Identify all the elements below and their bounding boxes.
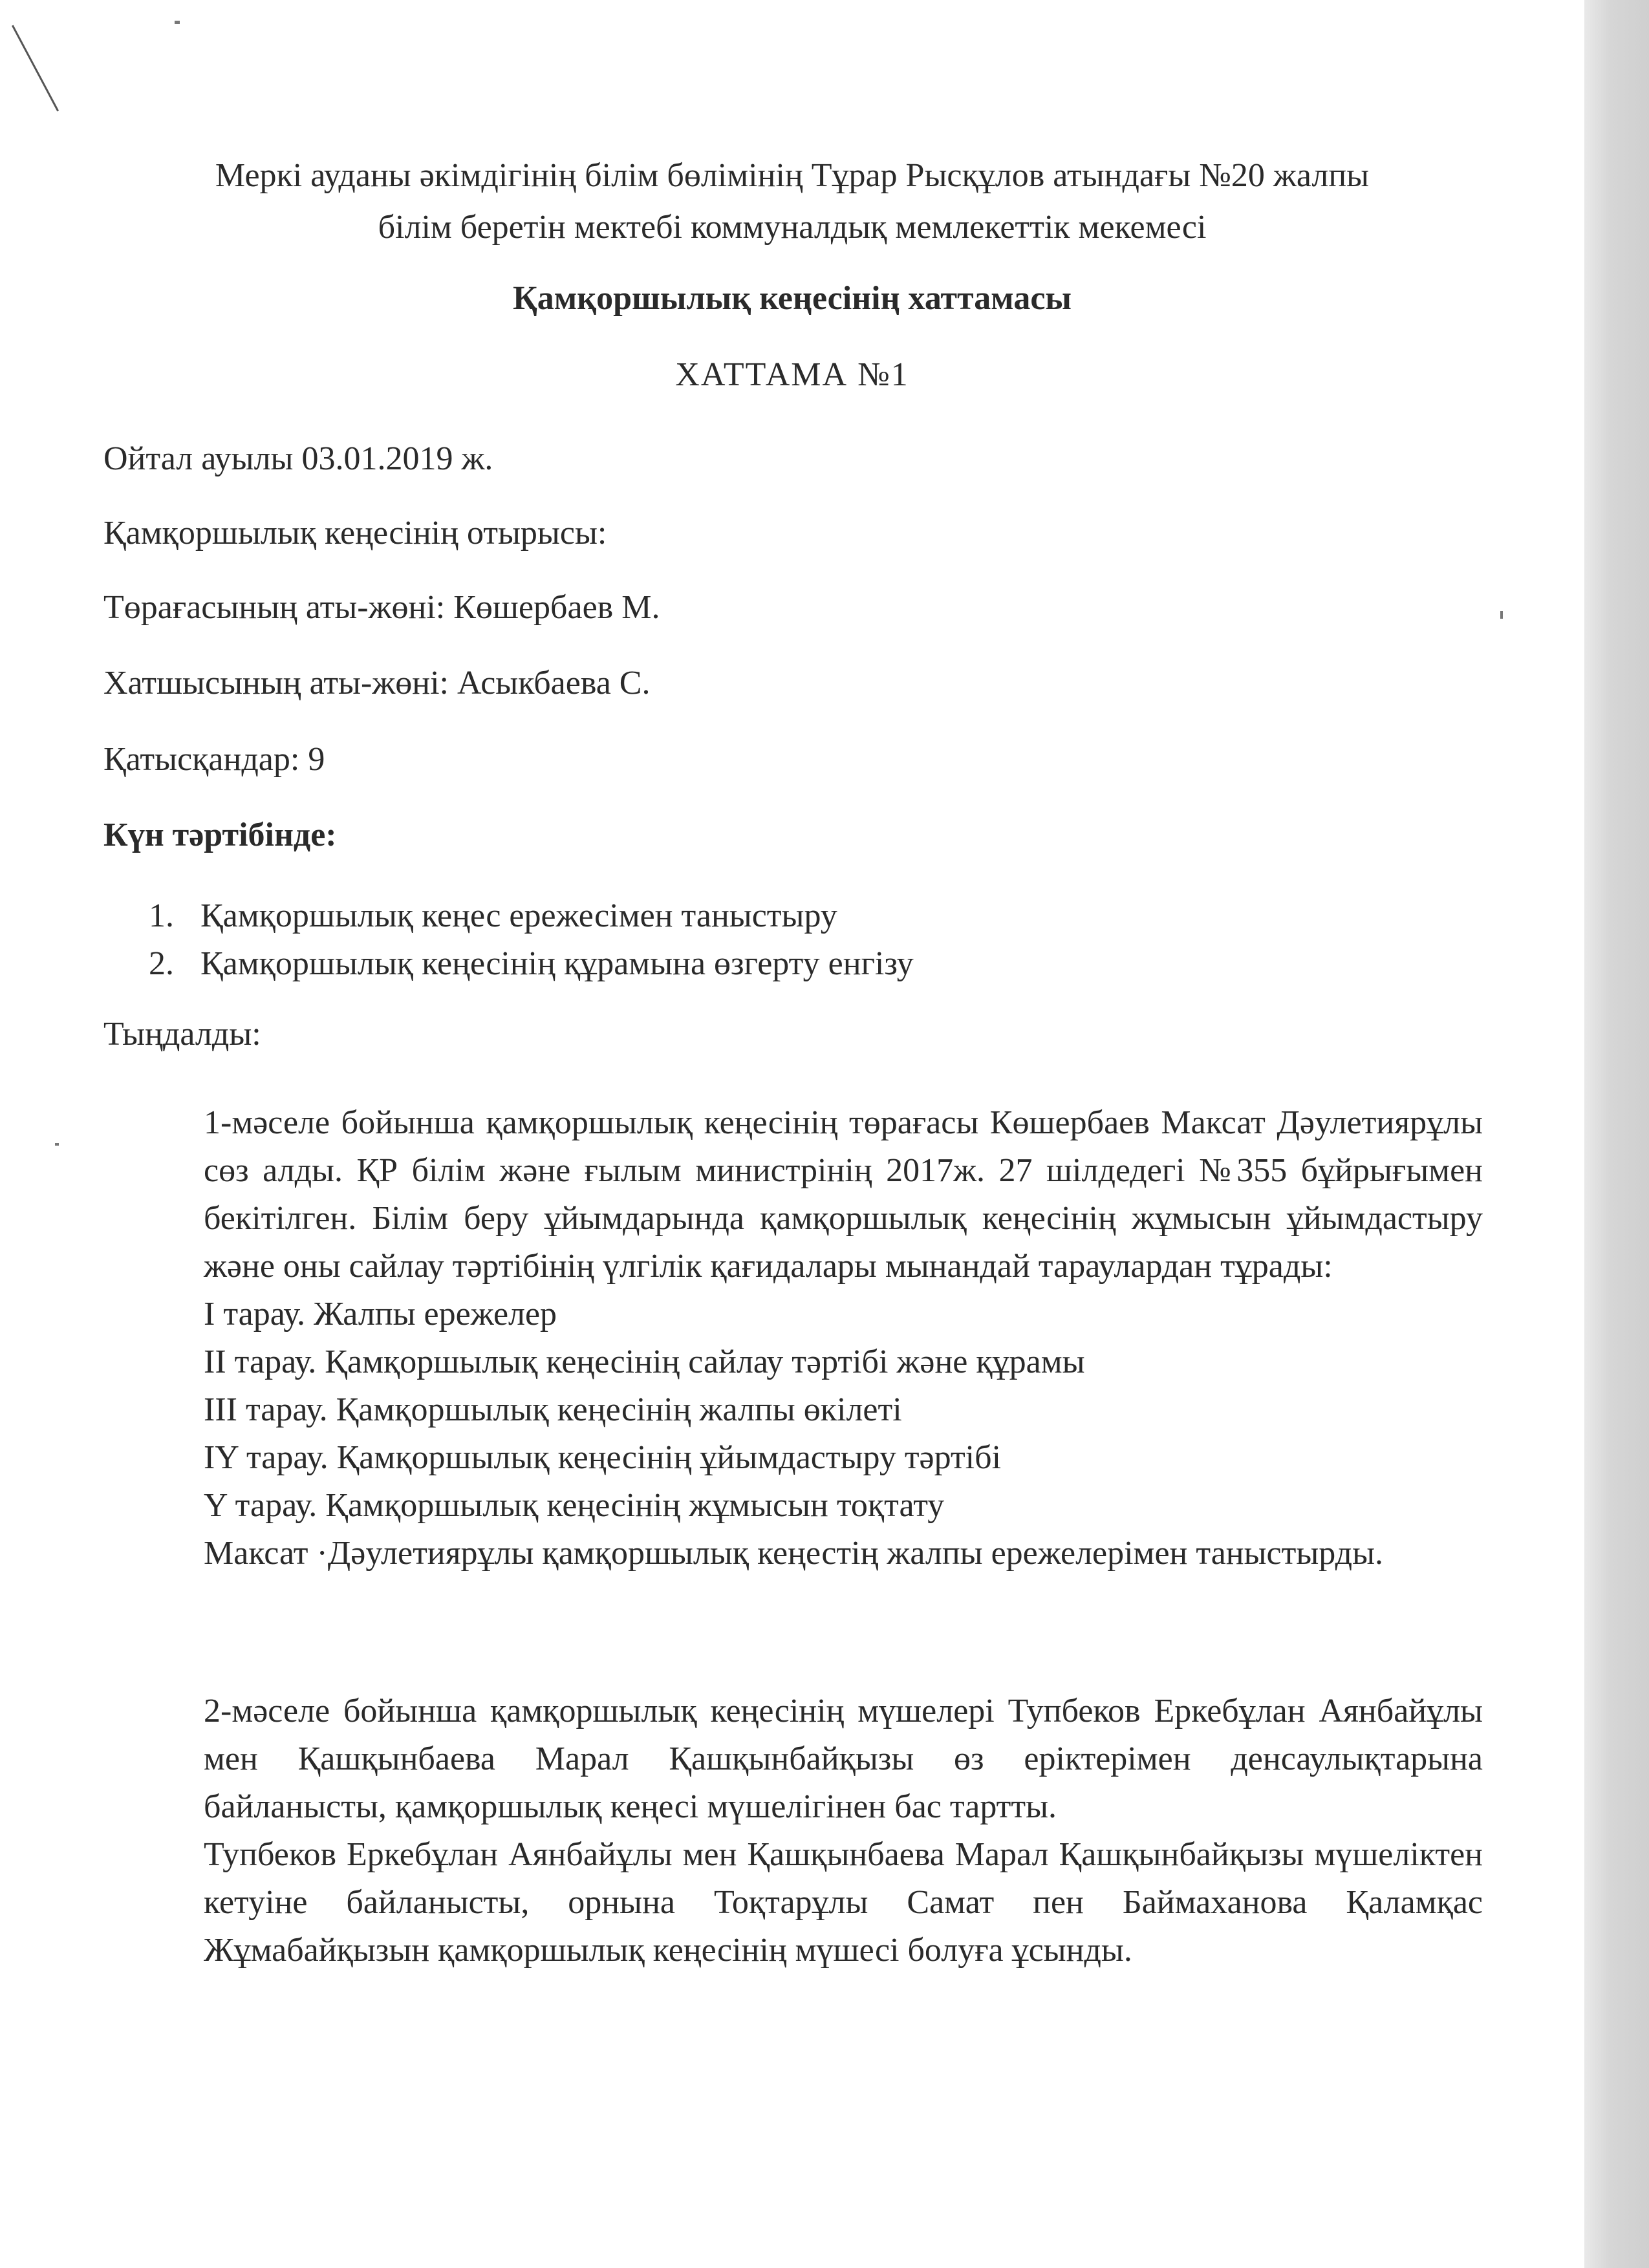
attendees-line: Қатысқандар: 9 bbox=[103, 741, 325, 778]
scan-edge-shadow bbox=[1584, 0, 1649, 2268]
scan-mark bbox=[12, 25, 59, 112]
scan-speck bbox=[55, 1143, 59, 1146]
agenda-list bbox=[149, 892, 914, 988]
agenda-heading: Күн тәртібінде: bbox=[103, 817, 337, 853]
document-title: Қамқоршылық кеңесінің хаттамасы bbox=[513, 280, 1072, 317]
scan-speck bbox=[1500, 611, 1503, 619]
issue-1-intro: 1-мәселе бойынша қамқоршылық кеңесінің төрағасы Көшербаев Максат Дәулетиярұлы сөз алды. ҚР білім және ғылым министрінің 2017ж. 27 шілдедегі №355 бұйрығымен бекітілген. Білім беру ұйымдарында қамқоршылық кеңесінің жұмысын ұйымдастыру және оны сайлау тәртібінің үлгілік қағидалары мынандай тараулардан тұрады: bbox=[204, 1104, 1483, 1285]
agenda-item bbox=[149, 892, 914, 940]
header-line-2: білім беретін мектебі коммуналдық мемлекеттік мекемесі bbox=[378, 209, 1207, 246]
heard-label: Тыңдалды: bbox=[103, 1016, 261, 1053]
protocol-number: ХАТТАМА №1 bbox=[675, 356, 909, 393]
issue-1-section bbox=[204, 1099, 1483, 1578]
issue-1-conclusion: Максат ·Дәулетиярұлы қамқоршылық кеңестің жалпы ережелерімен таныстырды. bbox=[204, 1535, 1384, 1572]
chapter-item: Y тарау. Қамқоршылық кеңесінің жұмысын тоқтату bbox=[204, 1487, 945, 1524]
chairman-line: Төрағасының аты-жөні: Көшербаев М. bbox=[103, 589, 660, 626]
chapter-item: ІІІ тарау. Қамқоршылық кеңесінің жалпы өкілеті bbox=[204, 1391, 902, 1428]
session-label: Қамқоршылық кеңесінің отырысы: bbox=[103, 515, 607, 551]
chapter-item: ІІ тарау. Қамқоршылық кеңесінің сайлау тәртібі және құрамы bbox=[204, 1343, 1085, 1380]
chapter-item: І тарау. Жалпы ережелер bbox=[204, 1296, 557, 1332]
chapter-item: ІY тарау. Қамқоршылық кеңесінің ұйымдастыру тәртібі bbox=[204, 1439, 1002, 1476]
agenda-item-number: 1. bbox=[149, 897, 174, 934]
place-date: Ойтал ауылы 03.01.2019 ж. bbox=[103, 440, 493, 477]
agenda-item bbox=[149, 940, 914, 988]
scan-speck bbox=[175, 21, 180, 24]
agenda-item-number: 2. bbox=[149, 945, 174, 982]
organization-header bbox=[0, 150, 1584, 253]
issue-2-text: 2-мәселе бойынша қамқоршылық кеңесінің мүшелері Тупбеков Еркебұлан Аянбайұлы мен Қашқынбаева Марал Қашқынбайқызы өз еріктерімен денсаулықтарына байланысты, қамқоршылық кеңесі мүшелігінен бас тартты. bbox=[204, 1693, 1483, 1825]
secretary-line: Хатшысының аты-жөні: Асыкбаева С. bbox=[103, 665, 651, 701]
issue-2-proposal: Тупбеков Еркебұлан Аянбайұлы мен Қашқынбаева Марал Қашқынбайқызы мүшеліктен кетуіне байланысты, орнына Тоқтарұлы Самат пен Баймаханова Қаламқас Жұмабайқызын қамқоршылық кеңесінің мүшесі болуға ұсынды. bbox=[204, 1836, 1483, 1969]
agenda-item-text: Қамқоршылық кеңес ережесімен таныстыру bbox=[200, 897, 837, 934]
agenda-item-text: Қамқоршылық кеңесінің құрамына өзгерту енгізу bbox=[200, 945, 914, 982]
issue-2-section bbox=[204, 1687, 1483, 1974]
header-line-1: Меркі ауданы әкімдігінің білім бөлімінің Тұрар Рысқұлов атындағы №20 жалпы bbox=[215, 157, 1370, 194]
